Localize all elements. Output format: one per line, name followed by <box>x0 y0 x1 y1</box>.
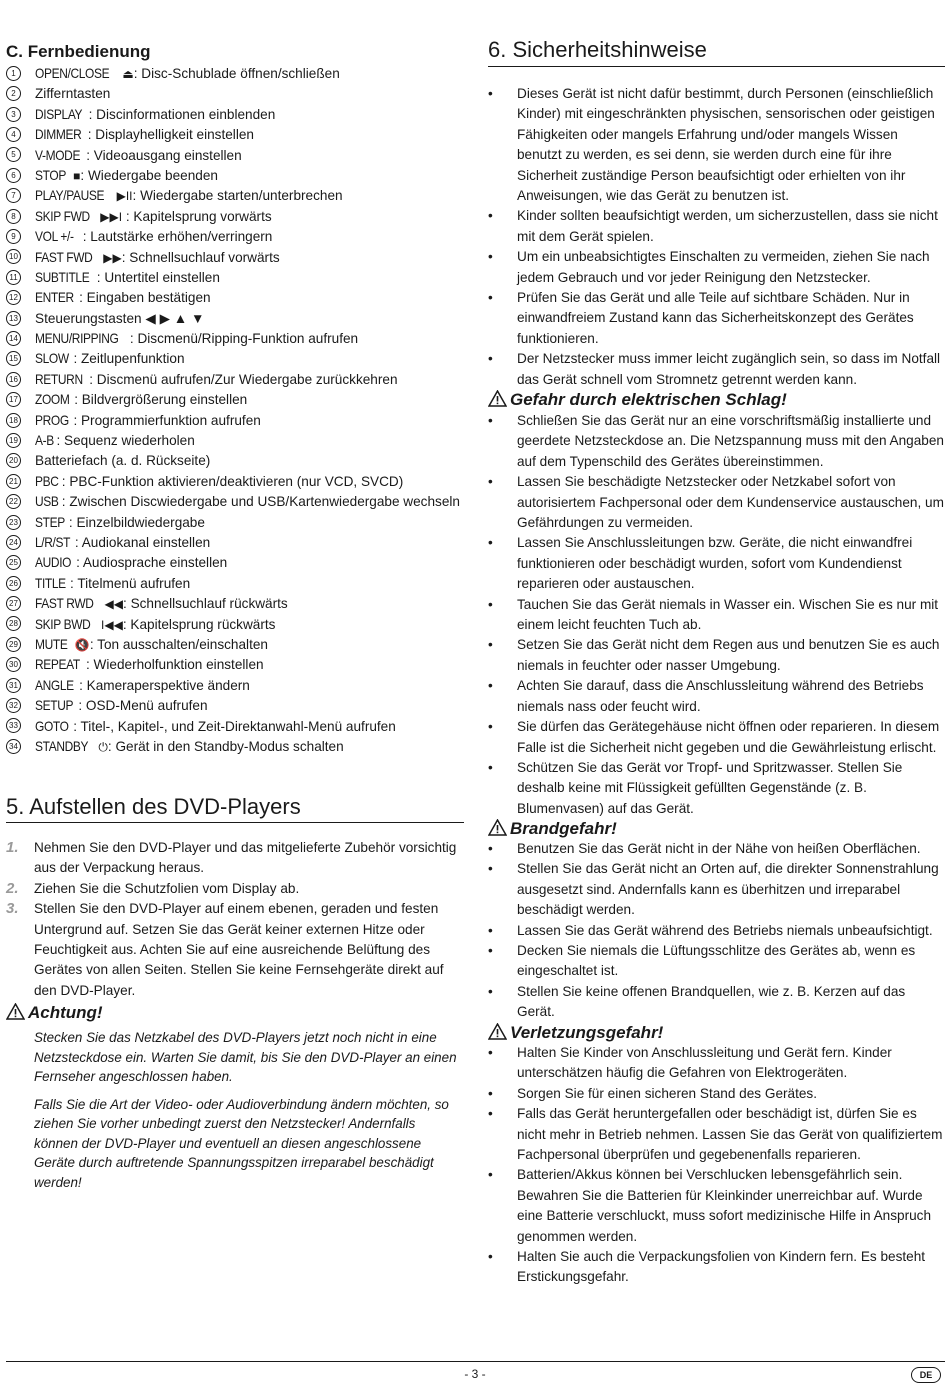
remote-item <box>6 615 464 635</box>
key-name: PROG <box>35 412 69 428</box>
key-name: SUBTITLE <box>35 269 90 285</box>
remote-item <box>6 370 464 390</box>
item-description: : Schnellsuchlauf rückwärts <box>123 596 288 612</box>
key-name: GOTO <box>35 718 69 734</box>
bullet-item: • Achten Sie darauf, dass die Anschlussleitung während des Betriebs niemals nass oder feucht wird. <box>488 676 945 717</box>
bullet-item: • Dieses Gerät ist nicht dafür bestimmt, durch Personen (einschließlich Kinder) mit eingeschränkten physischen, sensorischen oder geistigen Fähigkeiten oder mangels Erfahrung und/oder mangels Wissen benutzt zu werden, es sei denn, sie werden durch eine für ihre Sicherheit zuständige Person beaufsichtigt oder erhielten von ihr Anweisungen, wie das Gerät zu benutzen ist. <box>488 84 945 206</box>
step-text: Ziehen Sie die Schutzfolien vom Display ab. <box>34 880 300 896</box>
remote-item <box>6 349 464 369</box>
item-number: 12 <box>6 290 21 305</box>
remote-item <box>6 105 464 125</box>
remote-item <box>6 329 464 349</box>
remote-item <box>6 125 464 145</box>
caution-heading <box>6 1003 103 1025</box>
item-number: 31 <box>6 678 21 693</box>
remote-item <box>6 655 464 675</box>
key-name: SKIP BWD <box>35 616 91 632</box>
remote-item <box>6 553 464 573</box>
bullet-item: • Stellen Sie keine offenen Brandquellen, wie z. B. Kerzen auf das Gerät. <box>488 982 945 1023</box>
remote-item <box>6 84 464 104</box>
remote-list <box>6 64 464 757</box>
key-name: OPEN/CLOSE <box>35 66 110 81</box>
setup-step <box>6 879 464 899</box>
key-symbol-icon: ▶II <box>116 189 133 204</box>
remote-item <box>6 594 464 614</box>
bullet-item: • Der Netzstecker muss immer leicht zugänglich sein, so dass im Notfall das Gerät schnell vom Stromnetz getrennt werden kann. <box>488 349 945 390</box>
remote-item <box>6 431 464 451</box>
item-description: : Programmierfunktion aufrufen <box>73 412 261 428</box>
item-number: 28 <box>6 616 21 631</box>
key-name: FAST FWD <box>35 249 93 265</box>
key-name: SETUP <box>35 698 74 714</box>
item-description: : Titel-, Kapitel-, und Zeit-Direktanwahl-Menü aufrufen <box>73 718 396 734</box>
key-name: ANGLE <box>35 677 74 693</box>
setup-heading: 5. Aufstellen des DVD-Players <box>6 794 301 819</box>
caution-heading-text: Achtung! <box>28 1003 103 1022</box>
bullet-item: • Lassen Sie Anschlussleitungen bzw. Geräte, die nicht einwandfrei funktionieren oder beschädigt wurden, sofort vom Kundendienst reparieren oder austauschen. <box>488 533 945 594</box>
bullet-item: • Kinder sollten beaufsichtigt werden, um sicherzustellen, dass sie nicht mit dem Gerät spielen. <box>488 206 945 247</box>
item-description: : Sequenz wiederholen <box>56 433 195 449</box>
item-number: 7 <box>6 188 21 203</box>
item-number: 24 <box>6 535 21 550</box>
item-description: : OSD-Menü aufrufen <box>78 698 208 714</box>
item-description: : Kapitelsprung rückwärts <box>122 616 276 632</box>
bullet-item: • Batterien/Akkus können bei Verschlucken lebensgefährlich sein. Bewahren Sie die Batterien für Kleinkinder unerreichbar auf. Wurde eine Batterie verschluckt, muss sofort medizinische Hilfe in Anspruch genommen werden. <box>488 1165 945 1247</box>
language-badge: DE <box>911 1367 941 1383</box>
item-number: 26 <box>6 576 21 591</box>
bullet-item: • Sie dürfen das Gerätegehäuse nicht öffnen oder reparieren. In diesem Falle ist die Sicherheit nicht gegeben und die Gewährleistung erlischt. <box>488 717 945 758</box>
key-name: SLOW <box>35 351 69 367</box>
remote-item <box>6 146 464 166</box>
bullet-item: • Decken Sie niemals die Lüftungsschlitze des Gerätes ab, wenn es eingeschaltet ist. <box>488 941 945 982</box>
item-number: 25 <box>6 555 21 570</box>
item-number: 5 <box>6 147 21 162</box>
key-name: STANDBY <box>35 738 89 754</box>
key-name: L/R/ST <box>35 534 71 550</box>
key-name: PBC <box>35 473 59 489</box>
key-name: STEP <box>35 514 65 530</box>
item-description: : Wiedergabe beenden <box>80 167 218 183</box>
item-number: 13 <box>6 311 21 326</box>
bullet-item: • Setzen Sie das Gerät nicht dem Regen aus und benutzen Sie es auch niemals in feuchter oder nasser Umgebung. <box>488 635 945 676</box>
remote-item <box>6 696 464 716</box>
item-number: 18 <box>6 413 21 428</box>
warning-icon <box>488 1023 510 1045</box>
item-description: : Einzelbildwiedergabe <box>68 514 205 530</box>
setup-step <box>6 838 464 879</box>
item-number: 8 <box>6 209 21 224</box>
item-description: : Kameraperspektive ändern <box>79 677 250 693</box>
item-number: 3 <box>6 107 21 122</box>
remote-item <box>6 207 464 227</box>
item-description: : Untertitel einstellen <box>96 269 220 285</box>
right-column <box>488 0 945 1360</box>
warning-icon <box>488 390 510 412</box>
bullet-item: • Halten Sie Kinder von Anschlussleitung und Gerät fern. Kinder unterschätzen häufig die Gefahren von Elektrogeräten. <box>488 1043 945 1084</box>
key-name: FAST RWD <box>35 596 94 612</box>
shock-heading-text: Gefahr durch elektrischen Schlag! <box>510 390 787 409</box>
item-number: 6 <box>6 168 21 183</box>
remote-item <box>6 472 464 492</box>
item-description: : Bildvergrößerung einstellen <box>74 392 248 408</box>
shock-heading <box>488 390 787 412</box>
item-description: : Zeitlupenfunktion <box>73 351 185 367</box>
remote-item <box>6 676 464 696</box>
key-name: ENTER <box>35 290 74 306</box>
bullet-item: • Schließen Sie das Gerät nur an eine vorschriftsmäßig installierte und geerdete Netzsteckdose an. Die Netzspannung muss mit den Angaben auf dem Typenschild des Gerätes übereinstimmen. <box>488 411 945 472</box>
item-description: : Audiosprache einstellen <box>76 555 228 571</box>
step-number: 2. <box>6 879 19 897</box>
item-description: : Wiederholfunktion einstellen <box>85 657 264 673</box>
fire-heading <box>488 819 617 841</box>
item-number: 21 <box>6 474 21 489</box>
key-name: AUDIO <box>35 555 72 571</box>
item-number: 16 <box>6 372 21 387</box>
warning-icon <box>6 1003 28 1025</box>
remote-item <box>6 288 464 308</box>
key-symbol-icon: ■ <box>73 168 81 183</box>
remote-item <box>6 574 464 594</box>
item-number: 22 <box>6 494 21 509</box>
key-name: MENU/RIPPING <box>35 331 119 347</box>
item-number: 27 <box>6 596 21 611</box>
bullet-item: • Benutzen Sie das Gerät nicht in der Nähe von heißen Oberflächen. <box>488 839 945 859</box>
item-number: 1 <box>6 66 21 81</box>
item-number: 10 <box>6 249 21 264</box>
remote-item <box>6 309 464 329</box>
injury-bullets <box>488 1043 945 1288</box>
item-description: : Ton ausschalten/einschalten <box>89 636 268 652</box>
remote-item <box>6 411 464 431</box>
key-name: VOL +/- <box>35 229 74 245</box>
setup-step <box>6 899 464 1001</box>
item-number: 23 <box>6 515 21 530</box>
remote-heading: C. Fernbedienung <box>6 42 151 61</box>
bullet-item: • Halten Sie auch die Verpackungsfolien von Kindern fern. Es besteht Erstickungsgefahr. <box>488 1247 945 1288</box>
fire-bullets <box>488 839 945 1023</box>
page-number: - 3 - <box>464 1367 486 1381</box>
item-description: : Displayhelligkeit einstellen <box>87 127 254 143</box>
bullet-item: • Um ein unbeabsichtigtes Einschalten zu vermeiden, ziehen Sie nach jedem Gebrauch und vor jeder Reinigung den Netzstecker. <box>488 247 945 288</box>
bullet-item: • Schützen Sie das Gerät vor Tropf- und Spritzwasser. Stellen Sie deshalb keine mit Flüssigkeit gefüllten Gegenstände (z. B. Blumenvasen) auf das Gerät. <box>488 758 945 819</box>
item-number: 33 <box>6 718 21 733</box>
key-symbol-icon: ◀◀ <box>104 597 124 612</box>
item-description: : Lautstärke erhöhen/verringern <box>78 229 273 245</box>
bullet-item: • Stellen Sie das Gerät nicht an Orten auf, die direkter Sonnenstrahlung ausgesetzt sind. Andernfalls kann es überhitzen und irreparabel beschädigt werden. <box>488 859 945 920</box>
item-number: 34 <box>6 739 21 754</box>
remote-item <box>6 268 464 288</box>
key-name: V-MODE <box>35 147 81 163</box>
remote-item <box>6 390 464 410</box>
key-symbol-icon: 🔇 <box>74 637 90 652</box>
item-description: : Schnellsuchlauf vorwärts <box>121 249 280 265</box>
warning-icon <box>488 819 510 841</box>
item-number: 20 <box>6 453 21 468</box>
general-bullets <box>488 84 945 390</box>
key-symbol-icon: ▶▶I <box>100 209 123 224</box>
setup-steps <box>6 838 464 1001</box>
step-number: 1. <box>6 839 19 856</box>
step-text: Stellen Sie den DVD-Player auf einem ebenen, geraden und festen Untergrund auf. Setzen Sie das Gerät keiner externen Hitze oder Feuchtigkeit aus. Achten Sie auf eine ausreichende Belüftung des Gerätes von allen Seiten. Stellen Sie keine Fernsehgeräte direkt auf den DVD-Player. <box>34 901 444 998</box>
bullet-item: • Prüfen Sie das Gerät und alle Teile auf sichtbare Schäden. Nur in einwandfreiem Zustand kann das Sicherheitskonzept des Gerätes funktionieren. <box>488 288 945 349</box>
key-name: SKIP FWD <box>35 208 90 224</box>
item-description: : PBC-Funktion aktivieren/deaktivieren (nur VCD, SVCD) <box>61 473 404 489</box>
item-number: 17 <box>6 392 21 407</box>
key-name: ZOOM <box>35 392 70 408</box>
bullet-item: • Falls das Gerät heruntergefallen oder beschädigt ist, dürfen Sie es nicht mehr in Betrieb nehmen. Lassen Sie das Gerät von qualifiziertem Fachpersonal überprüfen und gegebenenfalls reparieren. <box>488 1104 945 1165</box>
injury-heading <box>488 1023 663 1045</box>
item-description: : Zwischen Discwiedergabe und USB/Kartenwiedergabe wechseln <box>61 494 460 510</box>
caution-paragraph: Stecken Sie das Netzkabel des DVD-Players jetzt noch nicht in eine Netzsteckdose ein. Warten Sie damit, bis Sie den DVD-Player an einen Fernseher angeschlossen haben. <box>34 1030 457 1084</box>
item-description: : Videoausgang einstellen <box>86 147 242 163</box>
bullet-item: • Lassen Sie das Gerät während des Betriebs niemals unbeaufsichtigt. <box>488 921 945 941</box>
bullet-item: • Tauchen Sie das Gerät niemals in Wasser ein. Wischen Sie es nur mit einem leicht feuchten Tuch ab. <box>488 595 945 636</box>
item-number: 11 <box>6 270 21 285</box>
remote-item <box>6 737 464 757</box>
left-column <box>6 0 464 1360</box>
item-number: 14 <box>6 331 21 346</box>
injury-heading-text: Verletzungsgefahr! <box>510 1023 664 1042</box>
item-description: : Eingaben bestätigen <box>79 290 211 306</box>
bullet-item: • Sorgen Sie für einen sicheren Stand des Gerätes. <box>488 1084 945 1104</box>
item-description: : Kapitelsprung vorwärts <box>122 208 272 224</box>
key-name: A-B <box>35 433 54 449</box>
item-description: : Wiedergabe starten/unterbrechen <box>132 188 343 204</box>
key-name: PLAY/PAUSE <box>35 188 105 204</box>
caution-paragraph: Falls Sie die Art der Video- oder Audioverbindung ändern möchten, so ziehen Sie vorher unbedingt zuerst den Netzstecker! Andernfalls können der DVD-Player und eventuell an diesen angeschlossene Geräte durch auftretende Spannungsspitzen irreparabel beschädigt werden! <box>34 1096 449 1190</box>
item-description: Batteriefach (a. d. Rückseite) <box>35 453 211 469</box>
item-description: : Discmenü aufrufen/Zur Wiedergabe zurückkehren <box>89 371 398 387</box>
item-description: : Audiokanal einstellen <box>74 534 211 550</box>
remote-item <box>6 513 464 533</box>
footer-rule <box>6 1361 945 1362</box>
item-number: 9 <box>6 229 21 244</box>
item-description: : Discmenü/Ripping-Funktion aufrufen <box>129 331 359 347</box>
remote-item <box>6 451 464 471</box>
shock-bullets <box>488 411 945 819</box>
item-description: : Disc-Schublade öffnen/schließen <box>133 66 340 81</box>
item-description: : Titelmenü aufrufen <box>70 575 191 591</box>
item-number: 30 <box>6 657 21 672</box>
item-number: 2 <box>6 86 21 101</box>
remote-item <box>6 64 464 84</box>
key-symbol-icon: ⏻ <box>98 739 108 754</box>
key-name: STOP <box>35 167 66 183</box>
remote-item <box>6 492 464 512</box>
item-number: 19 <box>6 433 21 448</box>
safety-heading: 6. Sicherheitshinweise <box>488 37 707 62</box>
key-name: MUTE <box>35 636 68 652</box>
key-symbol-icon: I◀◀ <box>101 617 123 632</box>
key-name: TITLE <box>35 575 66 591</box>
item-description: : Gerät in den Standby-Modus schalten <box>107 738 344 754</box>
item-number: 15 <box>6 351 21 366</box>
remote-item <box>6 717 464 737</box>
key-name: DIMMER <box>35 127 82 143</box>
remote-item <box>6 635 464 655</box>
fire-heading-text: Brandgefahr! <box>510 819 617 838</box>
key-name: REPEAT <box>35 657 80 673</box>
remote-item <box>6 248 464 268</box>
caution-text <box>34 1028 459 1200</box>
bullet-item: • Lassen Sie beschädigte Netzstecker oder Netzkabel sofort von autorisiertem Fachpersonal oder dem Kundenservice austauschen, um Gefährdungen zu vermeiden. <box>488 472 945 533</box>
step-number: 3. <box>6 900 19 918</box>
key-name: DISPLAY <box>35 106 83 122</box>
remote-item <box>6 227 464 247</box>
item-number: 29 <box>6 637 21 652</box>
item-description: : Discinformationen einblenden <box>88 106 276 122</box>
item-number: 4 <box>6 127 21 142</box>
remote-item <box>6 186 464 206</box>
safety-rule <box>488 66 945 67</box>
item-description: Steuerungstasten ◀ ▶ ▲ ▼ <box>35 310 205 326</box>
remote-item <box>6 533 464 553</box>
key-symbol-icon: ⏏ <box>122 67 134 81</box>
item-number: 32 <box>6 698 21 713</box>
key-name: USB <box>35 494 59 510</box>
key-name: RETURN <box>35 371 83 387</box>
item-description: Zifferntasten <box>35 86 111 102</box>
remote-item <box>6 166 464 186</box>
step-text: Nehmen Sie den DVD-Player und das mitgelieferte Zubehör vorsichtig aus der Verpackung heraus. <box>34 840 457 876</box>
setup-rule <box>6 822 464 823</box>
key-symbol-icon: ▶▶ <box>103 250 122 265</box>
